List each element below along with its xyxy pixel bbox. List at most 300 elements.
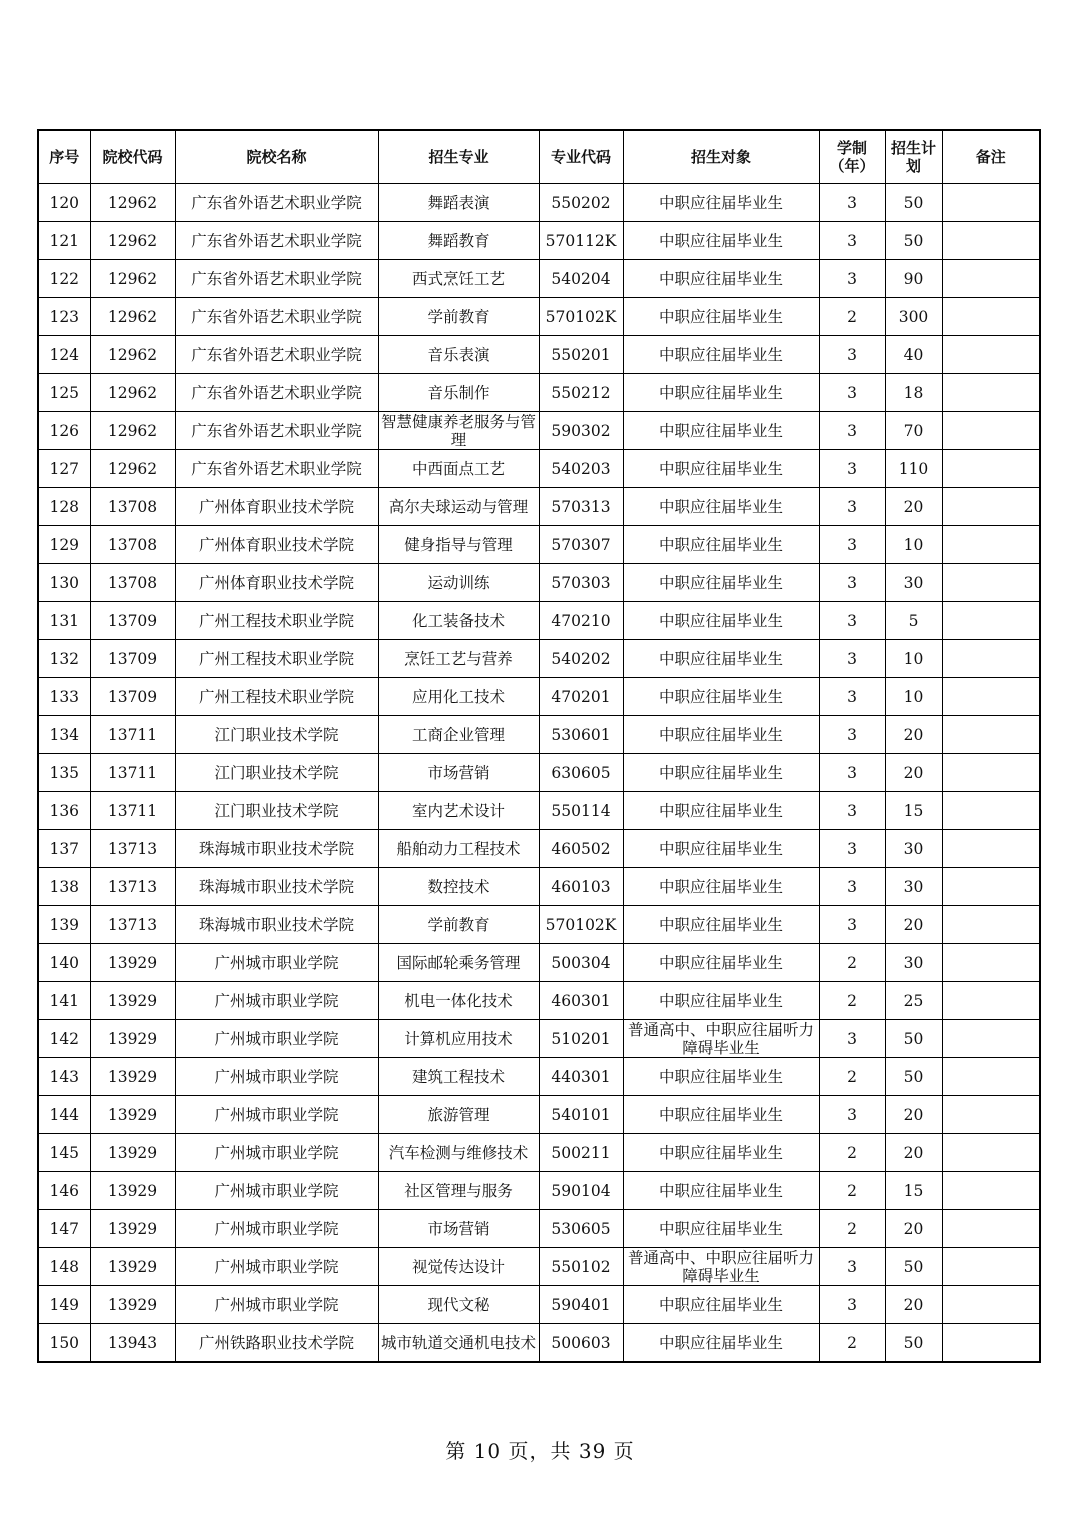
- col-school-name-cell: 广州城市职业学院: [175, 1210, 378, 1248]
- col-duration-cell: 2: [819, 1134, 885, 1172]
- col-remarks-cell: [942, 1134, 1040, 1172]
- enrollment-table: [37, 129, 1041, 1363]
- col-school-code-cell: 13711: [90, 716, 175, 754]
- col-major-cell: 应用化工技术: [378, 678, 539, 716]
- col-school-code-cell: 12962: [90, 222, 175, 260]
- table-header-row: [38, 130, 1040, 184]
- col-target-cell: 中职应往届毕业生: [623, 488, 819, 526]
- col-major-cell: 化工装备技术: [378, 602, 539, 640]
- col-plan-cell: 20: [885, 716, 942, 754]
- col-index-cell: 138: [38, 868, 90, 906]
- col-duration-cell: 2: [819, 298, 885, 336]
- col-remarks-cell: [942, 1324, 1040, 1363]
- col-school-name-cell: 广州城市职业学院: [175, 1248, 378, 1286]
- col-remarks-cell: [942, 944, 1040, 982]
- col-major-cell: 智慧健康养老服务与管理: [378, 412, 539, 450]
- col-major-cell: 社区管理与服务: [378, 1172, 539, 1210]
- col-school-name-cell: 广东省外语艺术职业学院: [175, 222, 378, 260]
- col-school-name-cell: 江门职业技术学院: [175, 754, 378, 792]
- header-school-code: 院校代码: [90, 130, 175, 184]
- col-duration-cell: 3: [819, 412, 885, 450]
- table-row: [38, 792, 1040, 830]
- col-index-cell: 128: [38, 488, 90, 526]
- col-remarks-cell: [942, 374, 1040, 412]
- col-plan-cell: 20: [885, 1134, 942, 1172]
- col-plan-cell: 18: [885, 374, 942, 412]
- col-plan-cell: 20: [885, 906, 942, 944]
- col-target-cell: 中职应往届毕业生: [623, 260, 819, 298]
- col-school-code-cell: 13929: [90, 1248, 175, 1286]
- col-major-cell: 学前教育: [378, 906, 539, 944]
- col-school-name-cell: 广州体育职业技术学院: [175, 564, 378, 602]
- header-index: 序号: [38, 130, 90, 184]
- col-school-name-cell: 广东省外语艺术职业学院: [175, 336, 378, 374]
- col-school-code-cell: 13929: [90, 1096, 175, 1134]
- table-row: [38, 1210, 1040, 1248]
- col-school-code-cell: 13711: [90, 754, 175, 792]
- col-major-cell: 现代文秘: [378, 1286, 539, 1324]
- col-school-name-cell: 广州城市职业学院: [175, 1058, 378, 1096]
- col-major-cell: 旅游管理: [378, 1096, 539, 1134]
- col-remarks-cell: [942, 260, 1040, 298]
- table-body: [38, 184, 1040, 1363]
- col-school-name-cell: 广州城市职业学院: [175, 1134, 378, 1172]
- col-index-cell: 140: [38, 944, 90, 982]
- table-row: [38, 906, 1040, 944]
- col-major-code-cell: 550201: [539, 336, 623, 374]
- col-target-cell: 普通高中、中职应往届听力障碍毕业生: [623, 1248, 819, 1286]
- col-remarks-cell: [942, 1020, 1040, 1058]
- table-row: [38, 982, 1040, 1020]
- col-remarks-cell: [942, 640, 1040, 678]
- col-plan-cell: 300: [885, 298, 942, 336]
- col-remarks-cell: [942, 1096, 1040, 1134]
- col-plan-cell: 50: [885, 1324, 942, 1363]
- col-duration-cell: 3: [819, 678, 885, 716]
- col-major-code-cell: 570303: [539, 564, 623, 602]
- col-remarks-cell: [942, 526, 1040, 564]
- col-major-cell: 中西面点工艺: [378, 450, 539, 488]
- header-school-name: 院校名称: [175, 130, 378, 184]
- table-row: [38, 640, 1040, 678]
- col-index-cell: 125: [38, 374, 90, 412]
- col-duration-cell: 3: [819, 640, 885, 678]
- table-row: [38, 1096, 1040, 1134]
- col-remarks-cell: [942, 1058, 1040, 1096]
- col-school-code-cell: 13929: [90, 1210, 175, 1248]
- col-index-cell: 126: [38, 412, 90, 450]
- col-duration-cell: 3: [819, 1248, 885, 1286]
- col-school-code-cell: 13708: [90, 488, 175, 526]
- col-duration-cell: 3: [819, 564, 885, 602]
- col-duration-cell: 3: [819, 1096, 885, 1134]
- col-target-cell: 中职应往届毕业生: [623, 298, 819, 336]
- col-remarks-cell: [942, 1172, 1040, 1210]
- col-major-code-cell: 570102K: [539, 298, 623, 336]
- col-plan-cell: 20: [885, 754, 942, 792]
- col-index-cell: 124: [38, 336, 90, 374]
- col-school-name-cell: 广州工程技术职业学院: [175, 602, 378, 640]
- col-school-code-cell: 13929: [90, 1286, 175, 1324]
- col-index-cell: 142: [38, 1020, 90, 1058]
- col-plan-cell: 30: [885, 944, 942, 982]
- col-target-cell: 中职应往届毕业生: [623, 944, 819, 982]
- col-index-cell: 127: [38, 450, 90, 488]
- col-school-code-cell: 13709: [90, 640, 175, 678]
- col-school-code-cell: 12962: [90, 412, 175, 450]
- col-duration-cell: 3: [819, 1020, 885, 1058]
- col-target-cell: 中职应往届毕业生: [623, 982, 819, 1020]
- col-index-cell: 122: [38, 260, 90, 298]
- col-plan-cell: 5: [885, 602, 942, 640]
- col-duration-cell: 3: [819, 716, 885, 754]
- col-target-cell: 中职应往届毕业生: [623, 754, 819, 792]
- col-target-cell: 中职应往届毕业生: [623, 1210, 819, 1248]
- col-major-code-cell: 530601: [539, 716, 623, 754]
- col-plan-cell: 70: [885, 412, 942, 450]
- col-duration-cell: 2: [819, 944, 885, 982]
- col-major-code-cell: 570102K: [539, 906, 623, 944]
- col-school-name-cell: 广东省外语艺术职业学院: [175, 298, 378, 336]
- col-duration-cell: 3: [819, 602, 885, 640]
- col-major-cell: 舞蹈教育: [378, 222, 539, 260]
- col-school-name-cell: 广州城市职业学院: [175, 1286, 378, 1324]
- col-target-cell: 中职应往届毕业生: [623, 906, 819, 944]
- col-remarks-cell: [942, 1210, 1040, 1248]
- table-row: [38, 1134, 1040, 1172]
- col-index-cell: 136: [38, 792, 90, 830]
- table-row: [38, 412, 1040, 450]
- col-school-code-cell: 13708: [90, 564, 175, 602]
- col-major-code-cell: 500211: [539, 1134, 623, 1172]
- col-major-code-cell: 550102: [539, 1248, 623, 1286]
- col-remarks-cell: [942, 906, 1040, 944]
- table-row: [38, 526, 1040, 564]
- col-index-cell: 148: [38, 1248, 90, 1286]
- col-remarks-cell: [942, 564, 1040, 602]
- col-major-cell: 西式烹饪工艺: [378, 260, 539, 298]
- col-duration-cell: 3: [819, 830, 885, 868]
- col-major-cell: 运动训练: [378, 564, 539, 602]
- col-duration-cell: 2: [819, 982, 885, 1020]
- table-row: [38, 374, 1040, 412]
- col-school-name-cell: 珠海城市职业技术学院: [175, 868, 378, 906]
- col-major-cell: 市场营销: [378, 1210, 539, 1248]
- col-school-name-cell: 广州城市职业学院: [175, 982, 378, 1020]
- col-index-cell: 133: [38, 678, 90, 716]
- col-major-cell: 城市轨道交通机电技术: [378, 1324, 539, 1363]
- table-row: [38, 336, 1040, 374]
- col-school-name-cell: 广东省外语艺术职业学院: [175, 260, 378, 298]
- col-remarks-cell: [942, 336, 1040, 374]
- col-school-name-cell: 广东省外语艺术职业学院: [175, 374, 378, 412]
- col-school-code-cell: 13929: [90, 1134, 175, 1172]
- col-index-cell: 147: [38, 1210, 90, 1248]
- col-major-code-cell: 550202: [539, 184, 623, 222]
- col-target-cell: 中职应往届毕业生: [623, 830, 819, 868]
- col-school-code-cell: 13929: [90, 1058, 175, 1096]
- col-school-name-cell: 广东省外语艺术职业学院: [175, 184, 378, 222]
- col-duration-cell: 2: [819, 1058, 885, 1096]
- col-plan-cell: 30: [885, 564, 942, 602]
- col-target-cell: 中职应往届毕业生: [623, 184, 819, 222]
- col-remarks-cell: [942, 982, 1040, 1020]
- col-duration-cell: 3: [819, 374, 885, 412]
- col-school-name-cell: 珠海城市职业技术学院: [175, 830, 378, 868]
- col-school-code-cell: 13929: [90, 1020, 175, 1058]
- col-index-cell: 146: [38, 1172, 90, 1210]
- col-target-cell: 中职应往届毕业生: [623, 678, 819, 716]
- col-school-name-cell: 江门职业技术学院: [175, 716, 378, 754]
- col-duration-cell: 3: [819, 906, 885, 944]
- col-duration-cell: 3: [819, 260, 885, 298]
- col-duration-cell: 3: [819, 754, 885, 792]
- col-duration-cell: 3: [819, 450, 885, 488]
- col-index-cell: 120: [38, 184, 90, 222]
- col-major-code-cell: 500603: [539, 1324, 623, 1363]
- col-plan-cell: 20: [885, 1096, 942, 1134]
- col-major-code-cell: 510201: [539, 1020, 623, 1058]
- col-major-code-cell: 470201: [539, 678, 623, 716]
- col-major-cell: 舞蹈表演: [378, 184, 539, 222]
- col-school-code-cell: 12962: [90, 450, 175, 488]
- table-row: [38, 716, 1040, 754]
- col-school-code-cell: 13929: [90, 944, 175, 982]
- col-target-cell: 中职应往届毕业生: [623, 1096, 819, 1134]
- col-plan-cell: 15: [885, 792, 942, 830]
- col-major-cell: 建筑工程技术: [378, 1058, 539, 1096]
- col-index-cell: 129: [38, 526, 90, 564]
- col-remarks-cell: [942, 1248, 1040, 1286]
- col-major-cell: 室内艺术设计: [378, 792, 539, 830]
- col-school-code-cell: 12962: [90, 298, 175, 336]
- col-school-name-cell: 广州工程技术职业学院: [175, 678, 378, 716]
- col-school-code-cell: 13713: [90, 868, 175, 906]
- col-target-cell: 中职应往届毕业生: [623, 640, 819, 678]
- col-plan-cell: 50: [885, 1058, 942, 1096]
- col-duration-cell: 2: [819, 1210, 885, 1248]
- col-index-cell: 143: [38, 1058, 90, 1096]
- col-remarks-cell: [942, 298, 1040, 336]
- col-index-cell: 121: [38, 222, 90, 260]
- col-school-name-cell: 江门职业技术学院: [175, 792, 378, 830]
- col-duration-cell: 3: [819, 1286, 885, 1324]
- col-target-cell: 中职应往届毕业生: [623, 336, 819, 374]
- col-duration-cell: 3: [819, 526, 885, 564]
- col-duration-cell: 2: [819, 1324, 885, 1363]
- table-row: [38, 1020, 1040, 1058]
- col-target-cell: 普通高中、中职应往届听力障碍毕业生: [623, 1020, 819, 1058]
- col-duration-cell: 3: [819, 222, 885, 260]
- col-school-code-cell: 13713: [90, 906, 175, 944]
- col-index-cell: 145: [38, 1134, 90, 1172]
- header-major: 招生专业: [378, 130, 539, 184]
- col-duration-cell: 3: [819, 184, 885, 222]
- col-plan-cell: 20: [885, 1210, 942, 1248]
- col-major-cell: 健身指导与管理: [378, 526, 539, 564]
- col-remarks-cell: [942, 450, 1040, 488]
- col-remarks-cell: [942, 602, 1040, 640]
- col-plan-cell: 30: [885, 830, 942, 868]
- col-duration-cell: 3: [819, 792, 885, 830]
- col-major-cell: 烹饪工艺与营养: [378, 640, 539, 678]
- col-school-name-cell: 广东省外语艺术职业学院: [175, 450, 378, 488]
- col-target-cell: 中职应往届毕业生: [623, 716, 819, 754]
- col-remarks-cell: [942, 792, 1040, 830]
- col-plan-cell: 20: [885, 1286, 942, 1324]
- col-major-cell: 船舶动力工程技术: [378, 830, 539, 868]
- col-school-code-cell: 13929: [90, 1172, 175, 1210]
- col-major-code-cell: 570313: [539, 488, 623, 526]
- table-row: [38, 488, 1040, 526]
- page-number: 第 10 页，共 39 页: [445, 1439, 635, 1463]
- col-school-name-cell: 广州工程技术职业学院: [175, 640, 378, 678]
- col-major-code-cell: 530605: [539, 1210, 623, 1248]
- col-major-cell: 机电一体化技术: [378, 982, 539, 1020]
- col-target-cell: 中职应往届毕业生: [623, 412, 819, 450]
- col-school-name-cell: 广州铁路职业技术学院: [175, 1324, 378, 1363]
- table-row: [38, 868, 1040, 906]
- table-row: [38, 1172, 1040, 1210]
- col-target-cell: 中职应往届毕业生: [623, 1134, 819, 1172]
- col-school-name-cell: 广州城市职业学院: [175, 1172, 378, 1210]
- col-index-cell: 144: [38, 1096, 90, 1134]
- col-school-code-cell: 13943: [90, 1324, 175, 1363]
- col-duration-cell: 3: [819, 336, 885, 374]
- col-major-code-cell: 590401: [539, 1286, 623, 1324]
- col-index-cell: 132: [38, 640, 90, 678]
- col-school-name-cell: 广州体育职业技术学院: [175, 488, 378, 526]
- col-school-name-cell: 珠海城市职业技术学院: [175, 906, 378, 944]
- table-row: [38, 1286, 1040, 1324]
- header-major-code: 专业代码: [539, 130, 623, 184]
- col-remarks-cell: [942, 412, 1040, 450]
- col-major-code-cell: 540203: [539, 450, 623, 488]
- col-target-cell: 中职应往届毕业生: [623, 374, 819, 412]
- col-remarks-cell: [942, 488, 1040, 526]
- col-major-code-cell: 570307: [539, 526, 623, 564]
- col-target-cell: 中职应往届毕业生: [623, 564, 819, 602]
- col-school-name-cell: 广东省外语艺术职业学院: [175, 412, 378, 450]
- col-major-code-cell: 590302: [539, 412, 623, 450]
- table-row: [38, 222, 1040, 260]
- table-row: [38, 678, 1040, 716]
- header-duration: 学制 （年）: [819, 130, 885, 184]
- col-major-code-cell: 590104: [539, 1172, 623, 1210]
- col-plan-cell: 15: [885, 1172, 942, 1210]
- col-index-cell: 123: [38, 298, 90, 336]
- col-index-cell: 130: [38, 564, 90, 602]
- col-target-cell: 中职应往届毕业生: [623, 1058, 819, 1096]
- col-plan-cell: 50: [885, 184, 942, 222]
- col-school-code-cell: 13713: [90, 830, 175, 868]
- table-row: [38, 830, 1040, 868]
- col-plan-cell: 90: [885, 260, 942, 298]
- col-school-code-cell: 13709: [90, 602, 175, 640]
- col-target-cell: 中职应往届毕业生: [623, 868, 819, 906]
- col-major-cell: 工商企业管理: [378, 716, 539, 754]
- col-target-cell: 中职应往届毕业生: [623, 792, 819, 830]
- col-major-code-cell: 500304: [539, 944, 623, 982]
- col-major-cell: 汽车检测与维修技术: [378, 1134, 539, 1172]
- table-row: [38, 184, 1040, 222]
- table-row: [38, 1058, 1040, 1096]
- col-target-cell: 中职应往届毕业生: [623, 526, 819, 564]
- col-school-name-cell: 广州城市职业学院: [175, 1096, 378, 1134]
- col-target-cell: 中职应往届毕业生: [623, 602, 819, 640]
- table-row: [38, 298, 1040, 336]
- col-index-cell: 149: [38, 1286, 90, 1324]
- col-major-cell: 市场营销: [378, 754, 539, 792]
- col-plan-cell: 30: [885, 868, 942, 906]
- col-plan-cell: 10: [885, 526, 942, 564]
- col-plan-cell: 25: [885, 982, 942, 1020]
- col-major-cell: 学前教育: [378, 298, 539, 336]
- col-major-code-cell: 460103: [539, 868, 623, 906]
- header-plan: 招生计 划: [885, 130, 942, 184]
- col-remarks-cell: [942, 1286, 1040, 1324]
- col-index-cell: 131: [38, 602, 90, 640]
- col-index-cell: 134: [38, 716, 90, 754]
- table-row: [38, 564, 1040, 602]
- col-remarks-cell: [942, 754, 1040, 792]
- col-plan-cell: 110: [885, 450, 942, 488]
- table-row: [38, 944, 1040, 982]
- col-school-name-cell: 广州城市职业学院: [175, 944, 378, 982]
- col-school-name-cell: 广州体育职业技术学院: [175, 526, 378, 564]
- col-school-name-cell: 广州城市职业学院: [175, 1020, 378, 1058]
- col-major-code-cell: 540204: [539, 260, 623, 298]
- col-plan-cell: 50: [885, 1248, 942, 1286]
- col-major-code-cell: 550212: [539, 374, 623, 412]
- col-duration-cell: 3: [819, 488, 885, 526]
- col-school-code-cell: 13709: [90, 678, 175, 716]
- col-target-cell: 中职应往届毕业生: [623, 222, 819, 260]
- col-major-cell: 视觉传达设计: [378, 1248, 539, 1286]
- col-index-cell: 135: [38, 754, 90, 792]
- col-major-cell: 国际邮轮乘务管理: [378, 944, 539, 982]
- col-remarks-cell: [942, 868, 1040, 906]
- col-duration-cell: 3: [819, 868, 885, 906]
- table-row: [38, 602, 1040, 640]
- col-target-cell: 中职应往届毕业生: [623, 1324, 819, 1363]
- col-major-code-cell: 540202: [539, 640, 623, 678]
- col-remarks-cell: [942, 830, 1040, 868]
- col-plan-cell: 20: [885, 488, 942, 526]
- col-school-code-cell: 13708: [90, 526, 175, 564]
- col-major-cell: 计算机应用技术: [378, 1020, 539, 1058]
- header-remarks: 备注: [942, 130, 1040, 184]
- col-target-cell: 中职应往届毕业生: [623, 1286, 819, 1324]
- col-major-code-cell: 550114: [539, 792, 623, 830]
- col-index-cell: 139: [38, 906, 90, 944]
- table-row: [38, 450, 1040, 488]
- col-school-code-cell: 13929: [90, 982, 175, 1020]
- col-duration-cell: 2: [819, 1172, 885, 1210]
- col-index-cell: 137: [38, 830, 90, 868]
- col-school-code-cell: 12962: [90, 184, 175, 222]
- col-major-code-cell: 460301: [539, 982, 623, 1020]
- col-index-cell: 150: [38, 1324, 90, 1363]
- col-remarks-cell: [942, 678, 1040, 716]
- col-major-code-cell: 470210: [539, 602, 623, 640]
- col-major-cell: 数控技术: [378, 868, 539, 906]
- col-remarks-cell: [942, 222, 1040, 260]
- col-major-cell: 音乐表演: [378, 336, 539, 374]
- col-plan-cell: 40: [885, 336, 942, 374]
- col-major-code-cell: 540101: [539, 1096, 623, 1134]
- table-row: [38, 754, 1040, 792]
